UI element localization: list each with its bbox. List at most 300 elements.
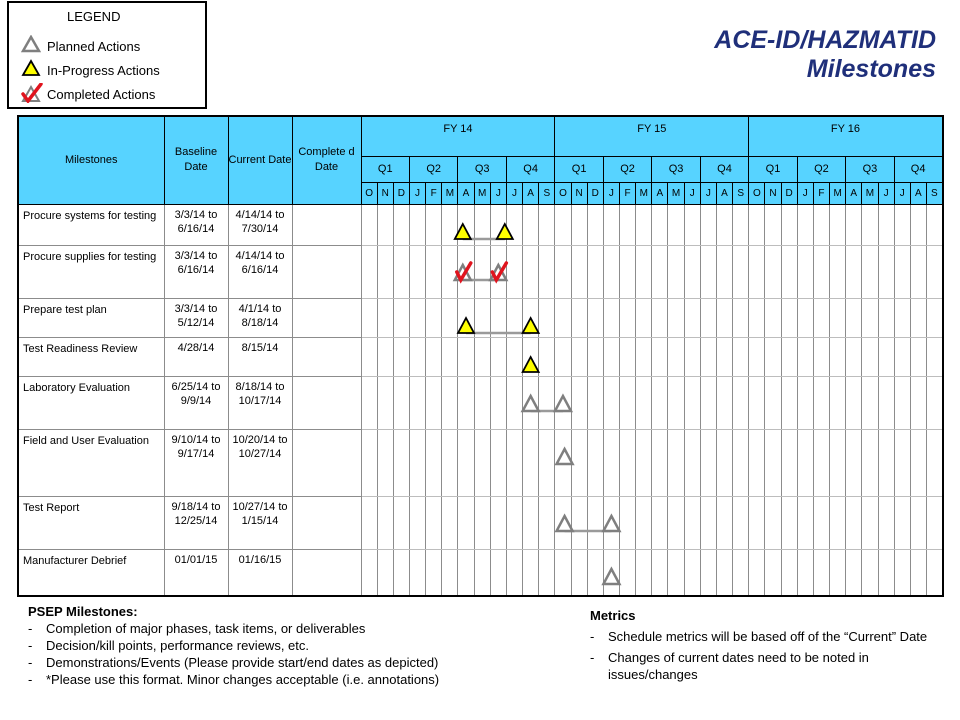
legend-item-in-progress	[21, 59, 201, 79]
timeline-cell	[523, 245, 539, 298]
timeline-cell	[765, 245, 781, 298]
timeline-cell	[361, 549, 377, 596]
timeline-cell	[894, 429, 910, 496]
metrics-list	[590, 628, 930, 683]
month-header: D	[393, 182, 409, 204]
timeline-cell	[442, 496, 458, 549]
timeline-cell	[733, 337, 749, 376]
timeline-cell	[668, 496, 684, 549]
timeline-cell	[781, 337, 797, 376]
timeline-cell	[894, 549, 910, 596]
timeline-cell	[523, 429, 539, 496]
timeline-cell	[506, 337, 522, 376]
completed-date	[292, 204, 361, 245]
timeline-cell	[910, 337, 926, 376]
timeline-cell	[603, 337, 619, 376]
month-header: A	[716, 182, 732, 204]
timeline-cell	[926, 204, 942, 245]
timeline-cell	[830, 376, 846, 429]
header-current-date: Current Date	[228, 116, 292, 204]
table-row	[18, 429, 943, 496]
timeline-cell	[926, 496, 942, 549]
timeline-cell	[409, 204, 425, 245]
current-date: 01/16/15	[228, 549, 292, 596]
timeline-cell	[878, 429, 894, 496]
timeline-cell	[652, 549, 668, 596]
timeline-cell	[409, 496, 425, 549]
month-header: M	[830, 182, 846, 204]
timeline-cell	[587, 298, 603, 337]
legend-title: LEGEND	[67, 9, 121, 24]
timeline-cell	[571, 298, 587, 337]
timeline-cell	[716, 496, 732, 549]
milestone-name: Test Readiness Review	[18, 337, 164, 376]
baseline-date: 9/10/14 to 9/17/14	[164, 429, 228, 496]
timeline-cell	[377, 245, 393, 298]
timeline-cell	[555, 496, 571, 549]
quarter-header: Q1	[361, 156, 409, 182]
timeline-cell	[393, 337, 409, 376]
timeline-cell	[652, 204, 668, 245]
timeline-cell	[426, 204, 442, 245]
timeline-cell	[926, 429, 942, 496]
month-header: N	[571, 182, 587, 204]
note-bullet: -	[28, 621, 33, 636]
month-header: M	[668, 182, 684, 204]
timeline-cell	[684, 204, 700, 245]
timeline-cell	[749, 298, 765, 337]
baseline-date: 3/3/14 to 5/12/14	[164, 298, 228, 337]
quarter-header: Q4	[700, 156, 748, 182]
note-text: Schedule metrics will be based off of the “Current” Date	[608, 629, 928, 644]
timeline-cell	[862, 337, 878, 376]
month-header: F	[620, 182, 636, 204]
timeline-cell	[716, 298, 732, 337]
current-date: 10/27/14 to 1/15/14	[228, 496, 292, 549]
note-bullet: -	[28, 655, 33, 670]
timeline-cell	[830, 298, 846, 337]
timeline-cell	[458, 298, 474, 337]
timeline-cell	[910, 376, 926, 429]
timeline-cell	[506, 496, 522, 549]
table-row	[18, 496, 943, 549]
timeline-cell	[797, 337, 813, 376]
milestones-table	[17, 115, 944, 597]
current-date: 4/1/14 to 8/18/14	[228, 298, 292, 337]
timeline-cell	[393, 496, 409, 549]
timeline-cell	[797, 429, 813, 496]
timeline-cell	[733, 549, 749, 596]
timeline-cell	[474, 245, 490, 298]
timeline-cell	[636, 429, 652, 496]
timeline-cell	[749, 376, 765, 429]
timeline-cell	[749, 549, 765, 596]
timeline-cell	[668, 245, 684, 298]
completed-date	[292, 298, 361, 337]
table-row	[18, 337, 943, 376]
month-header: J	[700, 182, 716, 204]
timeline-cell	[458, 337, 474, 376]
completed-date	[292, 376, 361, 429]
timeline-cell	[862, 549, 878, 596]
note-item	[590, 649, 930, 683]
timeline-cell	[474, 376, 490, 429]
timeline-cell	[458, 496, 474, 549]
month-header: J	[506, 182, 522, 204]
timeline-cell	[749, 204, 765, 245]
timeline-cell	[684, 549, 700, 596]
timeline-cell	[830, 245, 846, 298]
timeline-cell	[878, 204, 894, 245]
timeline-cell	[636, 245, 652, 298]
timeline-cell	[539, 204, 555, 245]
timeline-cell	[539, 496, 555, 549]
timeline-cell	[684, 298, 700, 337]
month-header: O	[361, 182, 377, 204]
timeline-cell	[830, 549, 846, 596]
timeline-cell	[458, 376, 474, 429]
legend-item-planned	[21, 35, 201, 55]
timeline-cell	[442, 204, 458, 245]
table-row	[18, 204, 943, 245]
timeline-cell	[652, 429, 668, 496]
timeline-cell	[555, 298, 571, 337]
timeline-cell	[636, 204, 652, 245]
timeline-cell	[571, 337, 587, 376]
timeline-cell	[603, 496, 619, 549]
timeline-cell	[846, 496, 862, 549]
timeline-cell	[668, 337, 684, 376]
timeline-cell	[361, 337, 377, 376]
note-item	[28, 637, 548, 654]
completed-date	[292, 429, 361, 496]
milestone-name: Field and User Evaluation	[18, 429, 164, 496]
timeline-cell	[523, 298, 539, 337]
quarter-header: Q1	[749, 156, 797, 182]
month-header: J	[603, 182, 619, 204]
timeline-cell	[506, 376, 522, 429]
timeline-cell	[571, 429, 587, 496]
baseline-date: 4/28/14	[164, 337, 228, 376]
timeline-cell	[458, 245, 474, 298]
timeline-cell	[377, 429, 393, 496]
timeline-cell	[587, 337, 603, 376]
timeline-cell	[878, 376, 894, 429]
timeline-cell	[668, 204, 684, 245]
quarter-header: Q1	[555, 156, 603, 182]
timeline-cell	[862, 298, 878, 337]
timeline-cell	[716, 429, 732, 496]
timeline-cell	[442, 245, 458, 298]
timeline-cell	[878, 298, 894, 337]
timeline-cell	[620, 298, 636, 337]
header-baseline-date: Baseline Date	[164, 116, 228, 204]
milestone-name: Procure supplies for testing	[18, 245, 164, 298]
timeline-cell	[813, 496, 829, 549]
table-row	[18, 245, 943, 298]
timeline-cell	[926, 376, 942, 429]
current-date: 8/15/14	[228, 337, 292, 376]
timeline-cell	[765, 337, 781, 376]
timeline-cell	[700, 496, 716, 549]
timeline-cell	[523, 496, 539, 549]
timeline-cell	[409, 298, 425, 337]
timeline-cell	[571, 549, 587, 596]
timeline-cell	[781, 204, 797, 245]
timeline-cell	[426, 376, 442, 429]
timeline-cell	[636, 549, 652, 596]
timeline-cell	[393, 429, 409, 496]
timeline-cell	[539, 376, 555, 429]
milestone-name: Procure systems for testing	[18, 204, 164, 245]
timeline-cell	[409, 549, 425, 596]
timeline-cell	[652, 337, 668, 376]
timeline-cell	[926, 337, 942, 376]
timeline-cell	[571, 496, 587, 549]
baseline-date: 3/3/14 to 6/16/14	[164, 204, 228, 245]
timeline-cell	[781, 496, 797, 549]
current-date: 4/14/14 to 6/16/14	[228, 245, 292, 298]
timeline-cell	[506, 204, 522, 245]
timeline-cell	[668, 376, 684, 429]
timeline-cell	[539, 298, 555, 337]
timeline-cell	[765, 298, 781, 337]
timeline-cell	[910, 298, 926, 337]
month-header: F	[426, 182, 442, 204]
timeline-cell	[587, 245, 603, 298]
timeline-cell	[862, 376, 878, 429]
timeline-cell	[765, 429, 781, 496]
timeline-cell	[393, 549, 409, 596]
timeline-cell	[668, 549, 684, 596]
timeline-cell	[409, 245, 425, 298]
quarter-header: Q3	[652, 156, 700, 182]
timeline-cell	[361, 376, 377, 429]
timeline-cell	[926, 245, 942, 298]
timeline-cell	[878, 496, 894, 549]
timeline-cell	[652, 245, 668, 298]
timeline-cell	[474, 429, 490, 496]
timeline-cell	[636, 376, 652, 429]
table-row	[18, 298, 943, 337]
month-header: M	[636, 182, 652, 204]
timeline-cell	[377, 337, 393, 376]
timeline-cell	[442, 429, 458, 496]
timeline-cell	[426, 549, 442, 596]
timeline-cell	[668, 298, 684, 337]
timeline-cell	[813, 376, 829, 429]
timeline-cell	[894, 337, 910, 376]
psep-title: PSEP Milestones:	[28, 604, 138, 619]
timeline-cell	[539, 245, 555, 298]
timeline-cell	[377, 298, 393, 337]
note-item	[28, 671, 548, 688]
title-line-2: Milestones	[806, 55, 936, 83]
timeline-cell	[490, 376, 506, 429]
timeline-cell	[749, 429, 765, 496]
legend-label-planned: Planned Actions	[47, 39, 141, 54]
timeline-cell	[684, 337, 700, 376]
timeline-cell	[781, 376, 797, 429]
timeline-cell	[830, 429, 846, 496]
timeline-cell	[878, 245, 894, 298]
note-text: *Please use this format. Minor changes acceptable (i.e. annotations)	[46, 672, 440, 687]
timeline-cell	[894, 298, 910, 337]
timeline-cell	[765, 204, 781, 245]
timeline-cell	[716, 549, 732, 596]
month-header: A	[910, 182, 926, 204]
fiscal-year-header: FY 15	[555, 116, 749, 156]
timeline-cell	[603, 549, 619, 596]
legend-label-in-progress: In-Progress Actions	[47, 63, 160, 78]
timeline-cell	[571, 245, 587, 298]
timeline-cell	[878, 549, 894, 596]
timeline-cell	[813, 429, 829, 496]
timeline-cell	[765, 549, 781, 596]
timeline-cell	[458, 429, 474, 496]
month-header: A	[846, 182, 862, 204]
legend-item-completed	[21, 83, 201, 103]
timeline-cell	[926, 549, 942, 596]
timeline-cell	[587, 429, 603, 496]
quarter-header: Q2	[603, 156, 651, 182]
timeline-cell	[490, 298, 506, 337]
note-item	[28, 620, 548, 637]
timeline-cell	[555, 204, 571, 245]
timeline-cell	[716, 204, 732, 245]
timeline-cell	[620, 245, 636, 298]
timeline-cell	[442, 376, 458, 429]
baseline-date: 01/01/15	[164, 549, 228, 596]
timeline-cell	[490, 204, 506, 245]
timeline-cell	[490, 429, 506, 496]
note-text: Completion of major phases, task items, or deliverables	[46, 621, 366, 636]
month-header: F	[813, 182, 829, 204]
timeline-cell	[700, 337, 716, 376]
timeline-cell	[926, 298, 942, 337]
timeline-cell	[894, 245, 910, 298]
metrics-notes	[590, 607, 930, 683]
timeline-cell	[733, 298, 749, 337]
current-date: 4/14/14 to 7/30/14	[228, 204, 292, 245]
timeline-cell	[523, 549, 539, 596]
timeline-cell	[539, 337, 555, 376]
timeline-cell	[781, 298, 797, 337]
planned-triangle-icon	[21, 35, 41, 53]
timeline-cell	[587, 496, 603, 549]
timeline-cell	[620, 337, 636, 376]
note-bullet: -	[28, 638, 33, 653]
timeline-cell	[603, 204, 619, 245]
timeline-cell	[620, 204, 636, 245]
timeline-cell	[377, 549, 393, 596]
timeline-cell	[377, 204, 393, 245]
baseline-date: 9/18/14 to 12/25/14	[164, 496, 228, 549]
timeline-cell	[878, 337, 894, 376]
timeline-cell	[910, 245, 926, 298]
timeline-cell	[539, 549, 555, 596]
timeline-cell	[910, 549, 926, 596]
timeline-cell	[781, 429, 797, 496]
timeline-cell	[474, 337, 490, 376]
timeline-cell	[733, 245, 749, 298]
note-bullet: -	[28, 672, 33, 687]
timeline-cell	[442, 337, 458, 376]
timeline-cell	[426, 298, 442, 337]
month-header: A	[458, 182, 474, 204]
timeline-cell	[587, 376, 603, 429]
table-row	[18, 376, 943, 429]
timeline-cell	[474, 549, 490, 596]
month-header: A	[523, 182, 539, 204]
timeline-cell	[862, 204, 878, 245]
timeline-cell	[813, 549, 829, 596]
timeline-cell	[361, 496, 377, 549]
legend	[7, 1, 207, 109]
timeline-cell	[636, 298, 652, 337]
psep-list	[28, 620, 548, 688]
metrics-title: Metrics	[590, 608, 636, 623]
timeline-cell	[506, 429, 522, 496]
timeline-cell	[426, 337, 442, 376]
timeline-cell	[910, 429, 926, 496]
timeline-cell	[716, 337, 732, 376]
timeline-cell	[846, 245, 862, 298]
timeline-cell	[555, 376, 571, 429]
baseline-date: 6/25/14 to 9/9/14	[164, 376, 228, 429]
timeline-cell	[506, 298, 522, 337]
timeline-cell	[797, 376, 813, 429]
timeline-cell	[490, 245, 506, 298]
month-header: J	[490, 182, 506, 204]
title-line-1: ACE-ID/HAZMATID	[714, 26, 936, 54]
month-header: S	[733, 182, 749, 204]
timeline-cell	[603, 245, 619, 298]
timeline-cell	[555, 429, 571, 496]
note-text: Demonstrations/Events (Please provide start/end dates as depicted)	[46, 655, 439, 670]
milestone-name: Test Report	[18, 496, 164, 549]
timeline-cell	[733, 376, 749, 429]
timeline-cell	[523, 376, 539, 429]
timeline-cell	[894, 496, 910, 549]
timeline-cell	[684, 245, 700, 298]
completed-date	[292, 245, 361, 298]
completed-date	[292, 549, 361, 596]
timeline-cell	[474, 204, 490, 245]
timeline-cell	[409, 337, 425, 376]
current-date: 10/20/14 to 10/27/14	[228, 429, 292, 496]
timeline-cell	[571, 204, 587, 245]
timeline-cell	[797, 245, 813, 298]
month-header: J	[894, 182, 910, 204]
timeline-cell	[684, 376, 700, 429]
timeline-cell	[813, 204, 829, 245]
timeline-cell	[684, 429, 700, 496]
timeline-cell	[458, 204, 474, 245]
timeline-cell	[620, 376, 636, 429]
timeline-cell	[894, 376, 910, 429]
timeline-cell	[846, 549, 862, 596]
timeline-cell	[652, 376, 668, 429]
timeline-cell	[426, 496, 442, 549]
month-header: N	[377, 182, 393, 204]
milestone-name: Prepare test plan	[18, 298, 164, 337]
timeline-cell	[426, 245, 442, 298]
timeline-cell	[636, 496, 652, 549]
legend-label-completed: Completed Actions	[47, 87, 156, 102]
timeline-cell	[700, 245, 716, 298]
quarter-header: Q3	[458, 156, 506, 182]
